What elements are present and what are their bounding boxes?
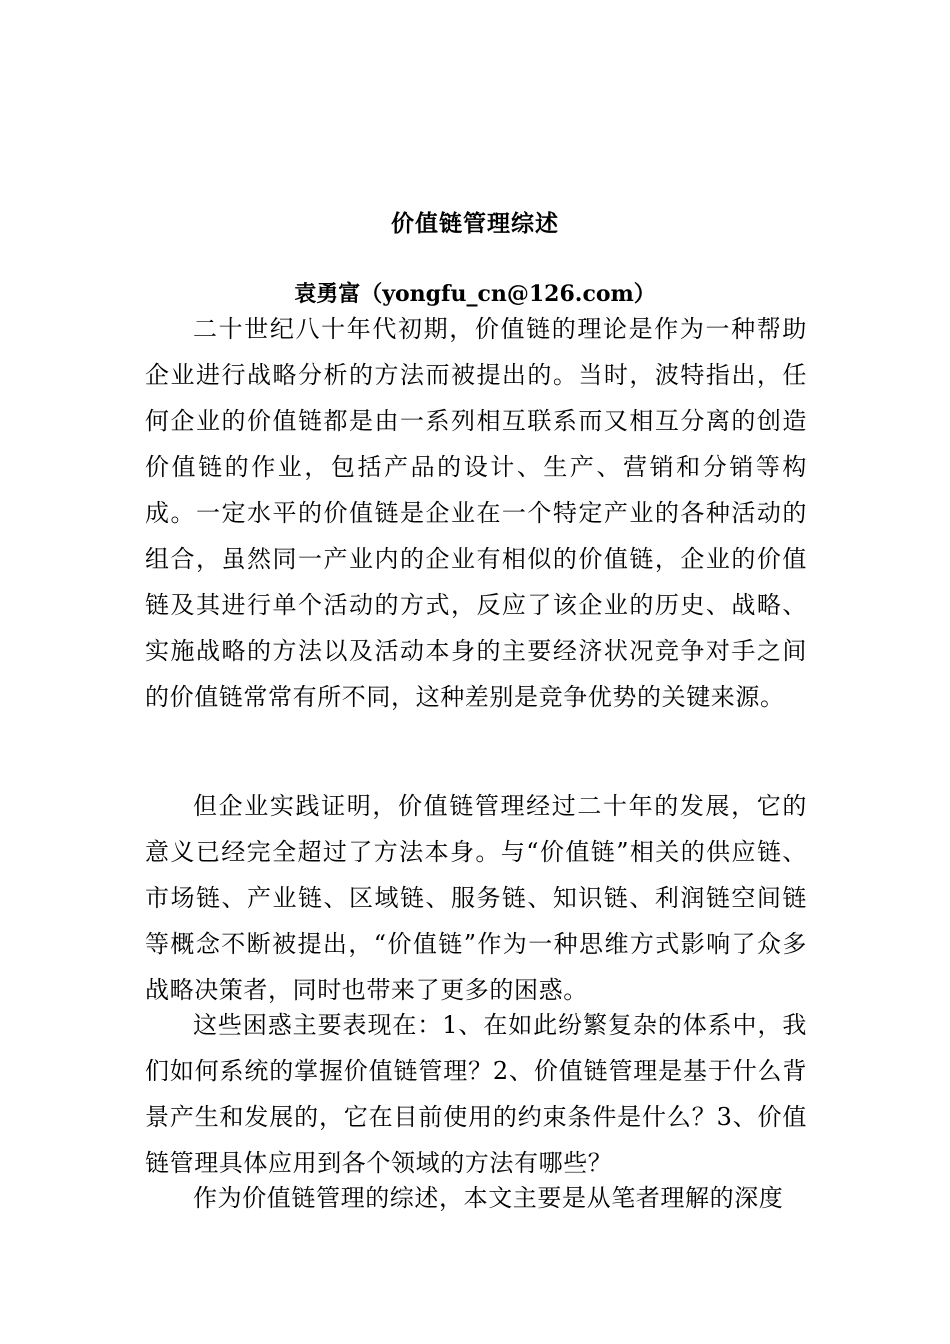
paragraph-confusions: 这些困惑主要表现在：1、在如此纷繁复杂的体系中，我们如何系统的掌握价值链管理？2、价值链管理是基于什么背景产生和发展的，它在目前使用的约束条件是什么？3、价值链管理具体应用到各个领域的方法有哪些？ <box>145 1011 807 1177</box>
paragraph-overview: 作为价值链管理的综述，本文主要是从笔者理解的深度 <box>193 1184 784 1212</box>
paragraph-practice: 但企业实践证明，价值链管理经过二十年的发展，它的意义已经完全超过了方法本身。与“价值链”相关的供应链、市场链、产业链、区域链、服务链、知识链、利润链空间链等概念不断被提出，“价值链”作为一种思维方式影响了众多战略决策者，同时也带来了更多的困惑。 <box>145 792 807 1004</box>
document-title: 价值链管理综述 <box>391 210 559 237</box>
author-line: 袁勇富（yongfu_cn@126.com） <box>294 281 656 307</box>
paragraph-intro: 二十世纪八十年代初期，价值链的理论是作为一种帮助企业进行战略分析的方法而被提出的。当时，波特指出，任何企业的价值链都是由一系列相互联系而又相互分离的创造价值链的作业，包括产品的设计、生产、营销和分销等构成。一定水平的价值链是企业在一个特定产业的各种活动的组合，虽然同一产业内的企业有相似的价值链，企业的价值链及其进行单个活动的方式，反应了该企业的历史、战略、实施战略的方法以及活动本身的主要经济状况竞争对手之间的价值链常常有所不同，这种差别是竞争优势的关键来源。 <box>145 315 807 711</box>
